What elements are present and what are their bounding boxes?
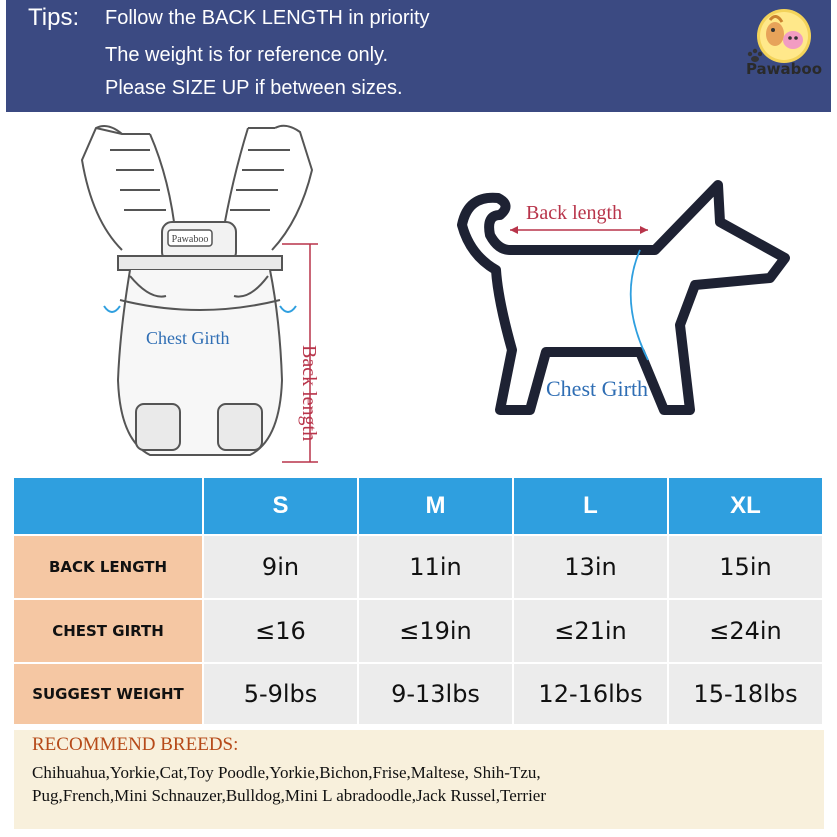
carrier-back-length-label: Back length bbox=[298, 345, 320, 442]
header-corner bbox=[14, 478, 204, 534]
tips-label: Tips: bbox=[28, 4, 80, 31]
row-label: CHEST GIRTH bbox=[14, 600, 204, 662]
carrier-chest-girth-label: Chest Girth bbox=[146, 328, 230, 348]
illustration-area bbox=[0, 112, 837, 472]
size-header-xl: XL bbox=[669, 478, 824, 534]
breeds-title: RECOMMEND BREEDS: bbox=[32, 734, 239, 755]
carrier-illustration bbox=[82, 126, 312, 455]
table-cell: 5-9lbs bbox=[204, 664, 359, 724]
table-cell: 13in bbox=[514, 536, 669, 598]
table-cell: 12-16lbs bbox=[514, 664, 669, 724]
dog-chest-girth-arrow bbox=[631, 250, 648, 360]
table-cell: ≤21in bbox=[514, 600, 669, 662]
brand-name: Pawaboo bbox=[745, 60, 823, 78]
breeds-line: Chihuahua,Yorkie,Cat,Toy Poodle,Yorkie,Bichon,Frise,Maltese, Shih-Tzu, bbox=[32, 763, 541, 782]
table-row-back-length bbox=[14, 536, 824, 598]
carrier-girth-arrow-left bbox=[104, 306, 120, 312]
table-cell: 9in bbox=[204, 536, 359, 598]
size-header-s: S bbox=[204, 478, 359, 534]
tip-line-weight: The weight is for reference only. bbox=[105, 44, 389, 66]
table-cell: ≤16 bbox=[204, 600, 359, 662]
table-cell: ≤24in bbox=[669, 600, 824, 662]
table-cell: 11in bbox=[359, 536, 514, 598]
size-header-row bbox=[14, 478, 824, 534]
tip-line-size-up: Please SIZE UP if between sizes. bbox=[105, 77, 403, 99]
tips-banner bbox=[6, 0, 831, 112]
table-row-chest-girth bbox=[14, 600, 824, 662]
carrier-girth-arrow-right bbox=[280, 306, 296, 312]
breeds-line: Pug,French,Mini Schnauzer,Bulldog,Mini L abradoodle,Jack Russel,Terrier bbox=[32, 786, 547, 805]
size-header-l: L bbox=[514, 478, 669, 534]
size-header-m: M bbox=[359, 478, 514, 534]
table-cell: ≤19in bbox=[359, 600, 514, 662]
row-label: SUGGEST WEIGHT bbox=[14, 664, 204, 724]
tip-line-priority: Follow the BACK LENGTH in priority bbox=[105, 7, 430, 29]
table-row-suggest-weight bbox=[14, 664, 824, 724]
row-label: BACK LENGTH bbox=[14, 536, 204, 598]
dog-back-length-label: Back length bbox=[526, 202, 623, 224]
carrier-tag-text: Pawaboo bbox=[171, 234, 209, 245]
table-cell: 15-18lbs bbox=[669, 664, 824, 724]
recommend-breeds-panel bbox=[14, 730, 824, 829]
table-cell: 15in bbox=[669, 536, 824, 598]
table-cell: 9-13lbs bbox=[359, 664, 514, 724]
dog-chest-girth-label: Chest Girth bbox=[546, 376, 649, 401]
